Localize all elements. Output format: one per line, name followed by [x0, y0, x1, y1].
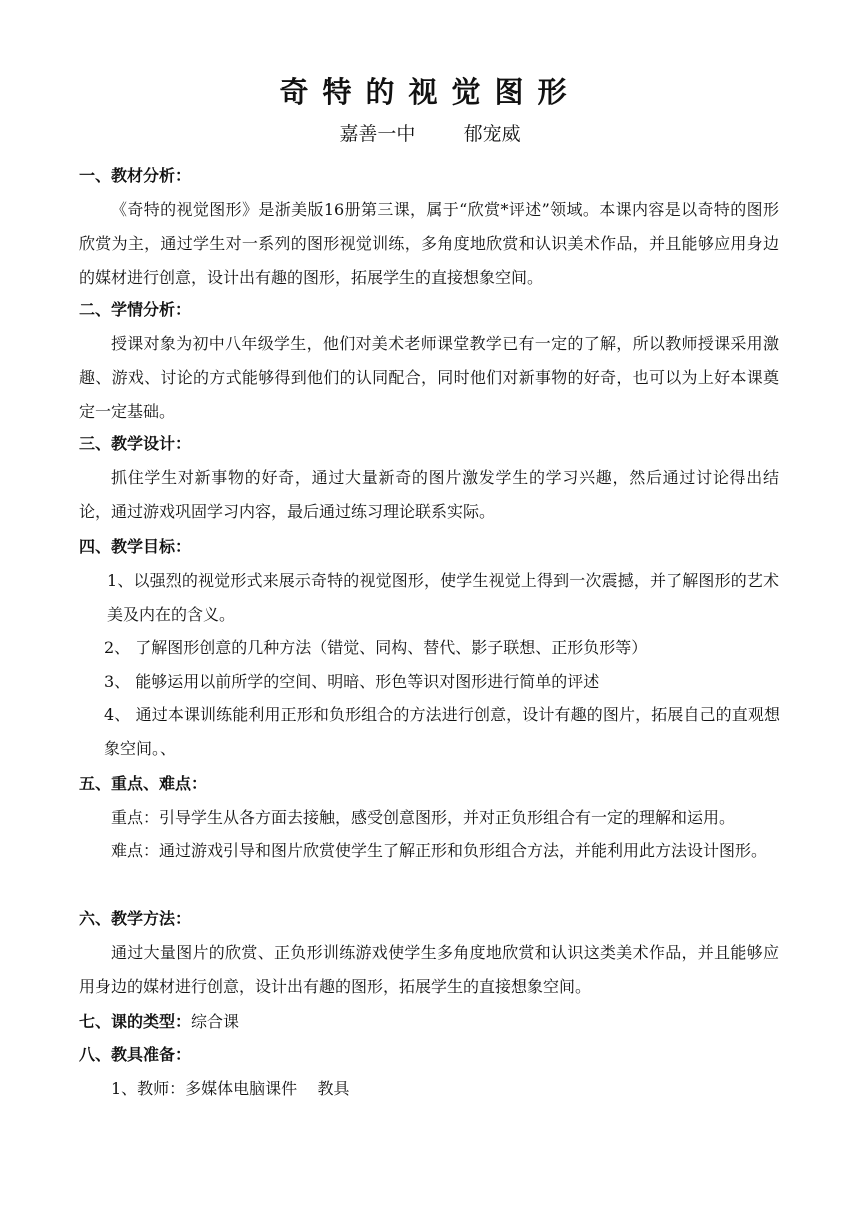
- course-type-value: 综合课: [191, 1012, 240, 1031]
- section-heading: 一、教材分析：: [79, 166, 192, 185]
- section-heading: 五、重点、难点：: [79, 774, 208, 793]
- objective-item: 4、 通过本课训练能利用正形和负形组合的方法进行创意，设计有趣的图片，拓展自己的直观想象空间。、: [104, 705, 780, 758]
- objective-item: 1、以强烈的视觉形式来展示奇特的视觉图形，使学生视觉上得到一次震撼，并了解图形的艺术美及内在的含义。: [107, 571, 779, 624]
- section-paragraph: 重点：引导学生从各方面去接触，感受创意图形，并对正负形组合有一定的理解和运用。: [111, 808, 736, 827]
- course-type-label: 七、课的类型：: [79, 1012, 192, 1031]
- section-heading: 八、教具准备：: [79, 1045, 192, 1064]
- section-paragraph: 难点：通过游戏引导和图片欣赏使学生了解正形和负形组合方法，并能利用此方法设计图形。: [111, 841, 768, 860]
- section-heading: 四、教学目标：: [79, 537, 192, 556]
- equipment-item: 1、教师：多媒体电脑课件 教具: [111, 1079, 350, 1098]
- author-line: 嘉善一中 郁宠威: [339, 123, 521, 145]
- section-heading: [79, 1010, 239, 1034]
- document-title: 奇特的视觉图形: [279, 75, 581, 109]
- section-paragraph: 通过大量图片的欣赏、正负形训练游戏使学生多角度地欣赏和认识这类美术作品，并且能够应用身边的媒材进行创意，设计出有趣的图形，拓展学生的直接想象空间。: [79, 943, 779, 996]
- section-heading: 六、教学方法：: [79, 909, 192, 928]
- objective-item: 3、 能够运用以前所学的空间、明暗、形色等识对图形进行简单的评述: [104, 672, 600, 691]
- section-paragraph: 《奇特的视觉图形》是浙美版16册第三课，属于“欣赏*评述”领域。本课内容是以奇特的图形欣赏为主，通过学生对一系列的图形视觉训练，多角度地欣赏和认识美术作品，并且能够应用身边的媒材进行创意，设计出有趣的图形，拓展学生的直接想象空间。: [79, 200, 779, 287]
- objective-item: 2、 了解图形创意的几种方法（错觉、同构、替代、影子联想、正形负形等）: [104, 638, 648, 657]
- section-heading: 二、学情分析：: [79, 300, 192, 319]
- section-paragraph: 抓住学生对新事物的好奇，通过大量新奇的图片激发学生的学习兴趣，然后通过讨论得出结论，通过游戏巩固学习内容，最后通过练习理论联系实际。: [79, 468, 779, 521]
- section-paragraph: 授课对象为初中八年级学生，他们对美术老师课堂教学已有一定的了解，所以教师授课采用激趣、游戏、讨论的方式能够得到他们的认同配合，同时他们对新事物的好奇，也可以为上好本课奠定一定基础。: [79, 334, 779, 421]
- section-heading: 三、教学设计：: [79, 434, 192, 453]
